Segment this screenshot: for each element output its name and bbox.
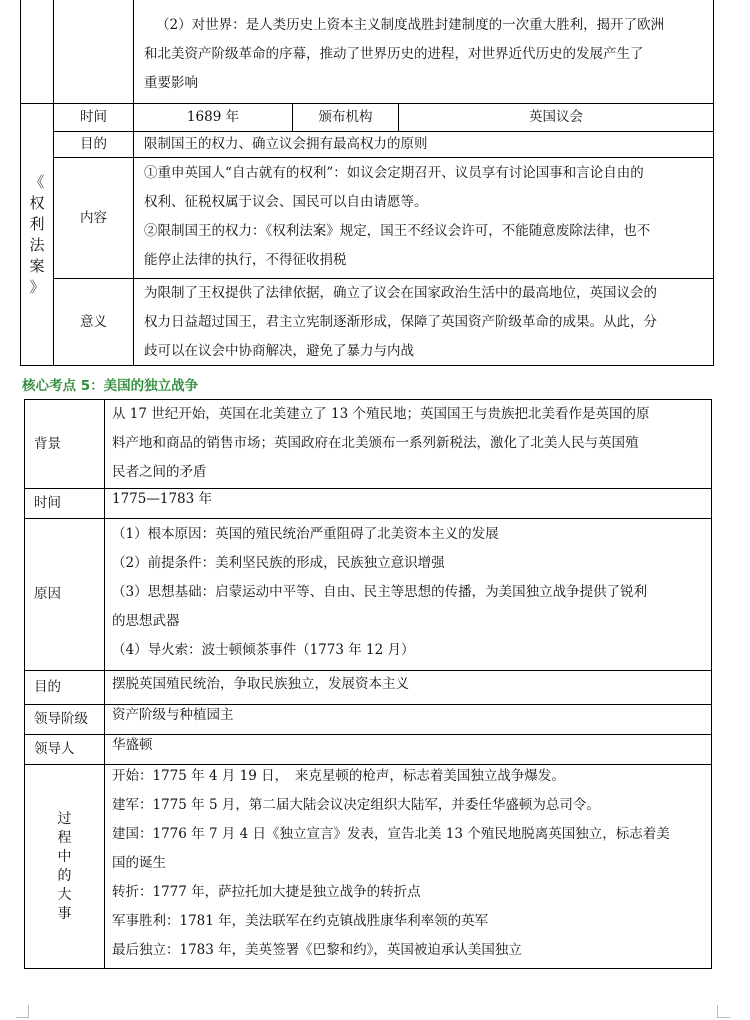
- war-background-paragraph: [104, 400, 711, 487]
- war-events-line-1: 开始：1775 年 4 月 19 日， 来克星顿的枪声，标志着美国独立战争爆发。: [112, 768, 565, 784]
- war-events-line-4: 国的诞生: [112, 855, 166, 871]
- bill-meaning-line-1: 为限制了王权提供了法律依据，确立了议会在国家政治生活中的最高地位，英国议会的: [144, 285, 657, 301]
- table-border-left-top: [20, 0, 21, 103]
- war-purpose-value: 摆脱英国殖民统治，争取民族独立，发展资本主义: [112, 676, 409, 692]
- war-events-label-char-2: 程: [57, 829, 72, 846]
- war-cause-line-1: （1）根本原因：英国的殖民统治严重阻碍了北美资本主义的发展: [112, 526, 499, 542]
- war-right-border: [711, 399, 712, 969]
- war-events-label: [25, 765, 104, 968]
- table-border-inner-top: [53, 0, 54, 103]
- world-impact-line-1: （2）对世界：是人类历史上资本主义制度战胜封建制度的一次重大胜利，揭开了欧洲: [156, 17, 665, 33]
- war-background-line-2: 料产地和商品的销售市场；英国政府在北美颁布一系列新税法，激化了北美人民与英国殖: [112, 435, 639, 451]
- bill-title-char-5: 案: [29, 257, 45, 275]
- war-background-line-1: 从 17 世纪开始，英国在北美建立了 13 个殖民地；英国国王与贵族把北美看作是英国的原: [112, 406, 650, 422]
- world-impact-line-2: 和北美资产阶级革命的序幕，推动了世界历史的进程，对世界近代历史的发展产生了: [144, 46, 644, 62]
- war-time-label: 时间: [34, 495, 61, 511]
- bill-purpose-label: 目的: [80, 136, 107, 152]
- war-cause-line-5: （4）导火索：波士顿倾茶事件（1773 年 12 月）: [112, 642, 415, 658]
- war-row-sep-2: [24, 518, 712, 519]
- war-bottom-border: [24, 968, 712, 969]
- bill-meaning-line-2: 权力日益超过国王，君主立宪制逐渐形成，保障了英国资产阶级革命的成果。从此，分: [144, 314, 657, 330]
- war-time-value: 1775—1783 年: [112, 491, 213, 507]
- bill-content-line-2: 权利、征税权属于议会、国民可以自由请愿等。: [144, 194, 428, 210]
- bill-issuer-value: 英国议会: [529, 108, 583, 125]
- bill-meaning-paragraph: [134, 279, 713, 366]
- war-events-line-5: 转折：1777 年，萨拉托加大捷是独立战争的转折点: [112, 884, 421, 900]
- war-leader-label: 领导人: [34, 741, 75, 757]
- war-leader-value: 华盛顿: [112, 737, 153, 753]
- bill-title-char-3: 利: [29, 215, 45, 233]
- war-cause-paragraph: [104, 520, 711, 665]
- bill-title-char-6: 》: [29, 278, 45, 296]
- world-impact-paragraph: [134, 11, 713, 98]
- war-events-line-6: 军事胜利：1781 年，美法联军在约克镇战胜康华利率领的英军: [112, 913, 489, 929]
- war-cause-line-4: 的思想武器: [112, 613, 180, 629]
- bill-title-char-4: 法: [29, 236, 45, 254]
- bill-meaning-line-3: 歧可以在议会中协商解决，避免了暴力与内战: [144, 343, 414, 359]
- bill-content-label: 内容: [80, 209, 107, 226]
- war-events-line-7: 最后独立：1783 年，美英签署《巴黎和约》，英国被迫承认美国独立: [112, 942, 522, 958]
- war-cause-line-2: （2）前提条件：美利坚民族的形成，民族独立意识增强: [112, 555, 445, 571]
- war-events-label-char-1: 过: [57, 810, 72, 827]
- war-events-line-2: 建军：1775 年 5 月，第二届大陆会议决定组织大陆军，并委任华盛顿为总司令。: [112, 797, 600, 813]
- bill-title-char-2: 权: [29, 194, 45, 212]
- war-purpose-label: 目的: [34, 679, 61, 695]
- bill-content-line-4: 能停止法律的执行，不得征收捐税: [144, 252, 347, 268]
- bill-title-char-1: 《: [29, 173, 45, 191]
- war-cause-line-3: （3）思想基础：启蒙运动中平等、自由、民主等思想的传播，为美国独立战争提供了锐利: [112, 584, 648, 600]
- war-cause-label: 原因: [34, 586, 61, 602]
- war-events-label-char-5: 大: [57, 886, 72, 903]
- page-corner-mark-right: [717, 1005, 730, 1018]
- bill-time-value: 1689 年: [186, 108, 240, 125]
- war-background-line-3: 民者之间的矛盾: [112, 464, 207, 480]
- section-heading: 核心考点 5：美国的独立战争: [22, 378, 199, 394]
- war-leading-class-value: 资产阶级与种植园主: [112, 707, 234, 723]
- bill-content-paragraph: [134, 159, 713, 275]
- war-events-line-3: 建国：1776 年 7 月 4 日《独立宣言》发表，宣告北美 13 个殖民地脱离英国独立，标志着美: [112, 826, 670, 842]
- bill-time-label: 时间: [80, 108, 107, 125]
- bill-purpose-value: 限制国王的权力、确立议会拥有最高权力的原则: [144, 136, 428, 152]
- page-corner-mark-left: [16, 1005, 29, 1018]
- bill-title: [21, 165, 53, 305]
- bill-right-border: [713, 103, 714, 366]
- bill-content-line-3: ②限制国王的权力：《权利法案》规定，国王不经议会许可，不能随意废除法律，也不: [144, 223, 651, 239]
- bill-meaning-label: 意义: [80, 313, 107, 330]
- world-impact-line-3: 重要影响: [144, 75, 198, 91]
- table-border-right-top: [713, 0, 714, 103]
- war-events-label-char-4: 的: [57, 867, 72, 884]
- bill-issuer-label: 颁布机构: [318, 108, 373, 125]
- war-background-label: 背景: [34, 435, 61, 452]
- war-events-label-char-3: 中: [57, 848, 72, 865]
- war-events-label-char-6: 事: [57, 905, 72, 922]
- war-events-paragraph: [104, 762, 711, 965]
- war-leading-class-label: 领导阶级: [34, 711, 88, 727]
- bill-content-line-1: ①重申英国人“自古就有的权利”：如议会定期召开、议员享有讨论国事和言论自由的: [144, 165, 644, 181]
